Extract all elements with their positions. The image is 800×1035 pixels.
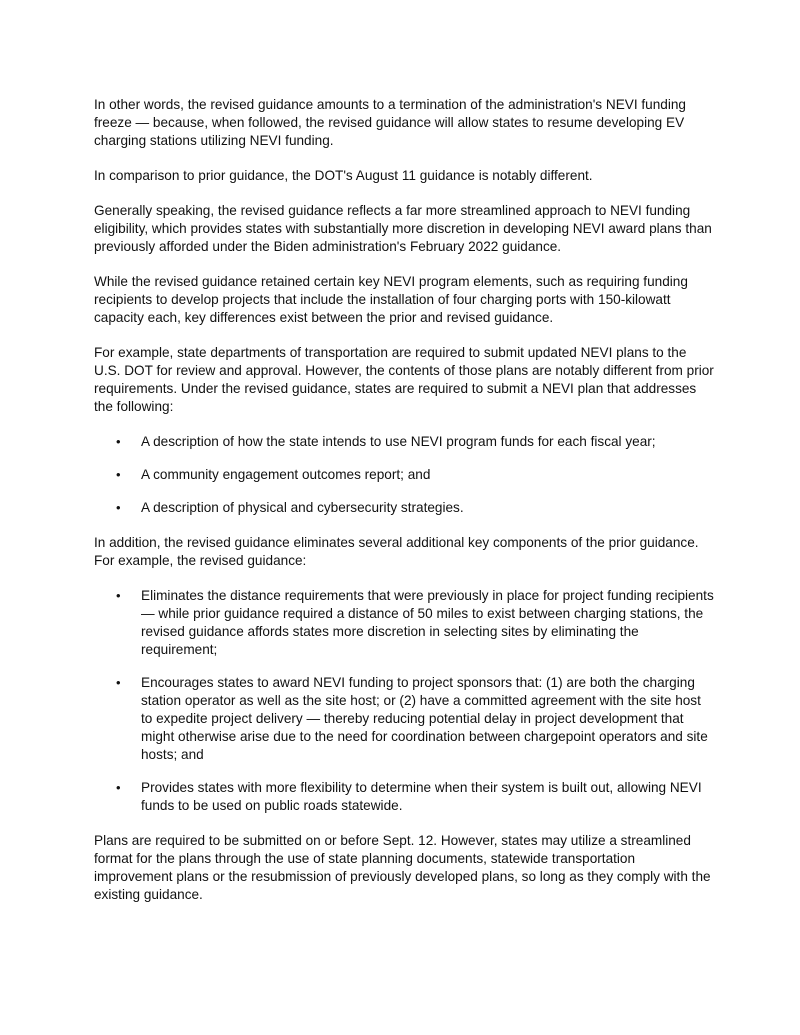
list-item-text: A community engagement outcomes report; and	[141, 467, 431, 482]
list-item-text: A description of physical and cybersecurity strategies.	[141, 500, 464, 515]
bullet-icon: •	[116, 675, 121, 690]
document-page	[94, 96, 714, 921]
bullet-icon: •	[116, 780, 121, 795]
list-item	[94, 587, 714, 659]
eliminations-list	[94, 587, 714, 815]
paragraph-termination: In other words, the revised guidance amounts to a termination of the administration's NEVI funding freeze — because, when followed, the revised guidance will allow states to resume developing EV charging stations utilizing NEVI funding.	[94, 97, 686, 148]
bullet-icon: •	[116, 588, 121, 603]
paragraph-eliminations-intro: In addition, the revised guidance eliminates several additional key components of the prior guidance. For example, the revised guidance:	[94, 535, 699, 568]
list-item-text: Provides states with more flexibility to determine when their system is built out, allowing NEVI funds to be used on public roads statewide.	[141, 780, 702, 813]
paragraph-submission-deadline: Plans are required to be submitted on or before Sept. 12. However, states may utilize a streamlined format for the plans through the use of state planning documents, statewide transportation improvement plans or the resubmission of previously developed plans, so long as they comply with the existing guidance.	[94, 833, 711, 902]
list-item-text: A description of how the state intends to use NEVI program funds for each fiscal year;	[141, 434, 656, 449]
paragraph-key-differences: While the revised guidance retained certain key NEVI program elements, such as requiring funding recipients to develop projects that include the installation of four charging ports with 150-kilowatt capacity each, key differences exist between the prior and revised guidance.	[94, 274, 688, 325]
bullet-icon: •	[116, 467, 121, 482]
list-item	[94, 499, 714, 517]
paragraph-streamlined: Generally speaking, the revised guidance reflects a far more streamlined approach to NEVI funding eligibility, which provides states with substantially more discretion in developing NEVI award plans than previously afforded under the Biden administration's February 2022 guidance.	[94, 203, 712, 254]
bullet-icon: •	[116, 434, 121, 449]
list-item-text: Eliminates the distance requirements that were previously in place for project funding recipients — while prior guidance required a distance of 50 miles to exist between charging stations, the revised guidance affords states more discretion in selecting sites by eliminating the requirement;	[141, 588, 714, 657]
paragraph-comparison: In comparison to prior guidance, the DOT's August 11 guidance is notably different.	[94, 168, 593, 183]
paragraph-plan-requirements-intro: For example, state departments of transportation are required to submit updated NEVI plans to the U.S. DOT for review and approval. However, the contents of those plans are notably different from prior requirements. Under the revised guidance, states are required to submit a NEVI plan that addresses the following:	[94, 345, 714, 414]
list-item	[94, 466, 714, 484]
list-item-text: Encourages states to award NEVI funding to project sponsors that: (1) are both the charging station operator as well as the site host; or (2) have a committed agreement with the site host to expedite project delivery — thereby reducing potential delay in project development that might otherwise arise due to the need for coordination between chargepoint operators and site hosts; and	[141, 675, 708, 762]
list-item	[94, 779, 714, 815]
list-item	[94, 674, 714, 764]
list-item	[94, 433, 714, 451]
plan-requirements-list	[94, 433, 714, 517]
bullet-icon: •	[116, 500, 121, 515]
